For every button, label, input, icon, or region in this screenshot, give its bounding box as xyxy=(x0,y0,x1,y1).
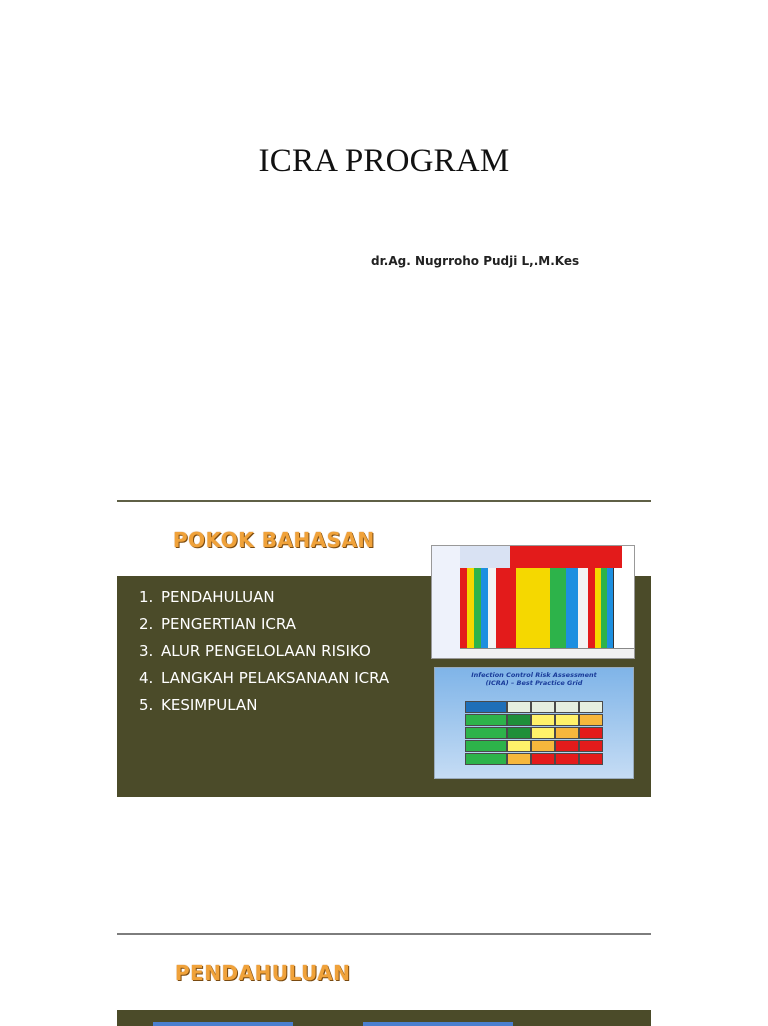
document-title: ICRA PROGRAM xyxy=(258,143,510,179)
grid-cell xyxy=(507,727,531,739)
topic-list xyxy=(139,584,389,719)
grid-cell xyxy=(531,753,555,765)
icra-grid-figure xyxy=(434,667,634,779)
grid-cell xyxy=(465,740,507,752)
figure-color-column xyxy=(550,568,567,648)
icra-risk-grid xyxy=(465,701,603,765)
grid-cell xyxy=(531,740,555,752)
grid-cell xyxy=(531,701,555,713)
grid-cell xyxy=(579,714,603,726)
grid-cell xyxy=(465,714,507,726)
grid-cell xyxy=(507,701,531,713)
figure-color-column xyxy=(607,568,614,648)
slide-heading: PENDAHULUAN xyxy=(175,961,351,985)
figure-header-red xyxy=(510,546,622,568)
grid-cell xyxy=(579,740,603,752)
list-item: 5. KESIMPULAN xyxy=(139,696,258,714)
list-item: 2. PENGERTIAN ICRA xyxy=(139,615,296,633)
figure-footer-row xyxy=(460,648,634,659)
figure-left-column xyxy=(432,546,461,658)
grid-cell xyxy=(555,753,579,765)
list-item: 1. PENDAHULUAN xyxy=(139,588,275,606)
icra-grid-title: Infection Control Risk Assessment (ICRA) – Best Practice Grid xyxy=(471,671,597,687)
grid-cell xyxy=(465,727,507,739)
grid-cell xyxy=(507,714,531,726)
grid-cell xyxy=(465,753,507,765)
author-name: dr.Ag. Nugrroho Pudji L,.M.Kes xyxy=(371,254,580,268)
grid-cell xyxy=(507,740,531,752)
figure-color-column xyxy=(536,568,551,648)
grid-cell xyxy=(555,714,579,726)
grid-cell xyxy=(555,701,579,713)
blue-accent-bar xyxy=(153,1022,293,1026)
grid-cell xyxy=(531,714,555,726)
grid-cell xyxy=(465,701,507,713)
grid-cell xyxy=(531,727,555,739)
grid-cell xyxy=(555,727,579,739)
grid-cell xyxy=(579,701,603,713)
slide-pendahuluan xyxy=(117,933,651,1026)
list-item: 4. LANGKAH PELAKSANAAN ICRA xyxy=(139,669,390,687)
risk-table-figure xyxy=(431,545,635,659)
grid-cell xyxy=(555,740,579,752)
slide-pokok-bahasan xyxy=(117,500,651,799)
figure-header-blue xyxy=(460,546,511,568)
figure-color-column xyxy=(516,568,537,648)
grid-cell xyxy=(579,753,603,765)
grid-cell xyxy=(507,753,531,765)
blue-accent-bar xyxy=(363,1022,513,1026)
slide-heading: POKOK BAHASAN xyxy=(173,528,375,552)
figure-color-column xyxy=(496,568,517,648)
grid-cell xyxy=(579,727,603,739)
list-item: 3. ALUR PENGELOLAAN RISIKO xyxy=(139,642,371,660)
